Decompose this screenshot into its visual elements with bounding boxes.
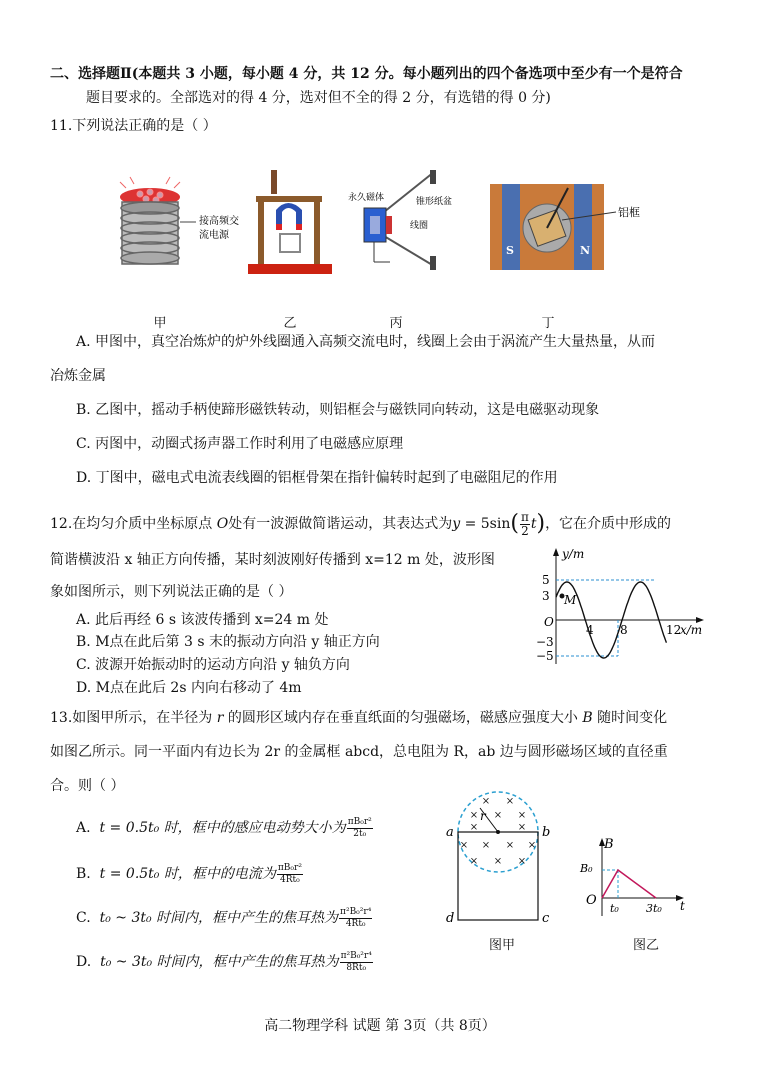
svg-text:×: × (517, 822, 527, 833)
svg-text:×: × (459, 840, 469, 851)
svg-text:×: × (517, 856, 527, 867)
x-tick-12: 12 (666, 623, 682, 637)
svg-text:c: c (542, 911, 550, 926)
svg-text:锥形纸盆: 锥形纸盆 (416, 197, 453, 207)
q12-line2: 简谐横波沿 x 轴正方向传播，某时刻波刚好传播到 x=12 m 处，波形图 (50, 552, 495, 568)
svg-text:永久磁体: 永久磁体 (348, 193, 385, 203)
q13-option-a: A. t = 0.5t₀ 时，框中的感应电动势大小为 $\frac{\text{πB₀r²}}{\text{2t₀}}$ (76, 816, 372, 839)
svg-text:流电源: 流电源 (199, 230, 229, 241)
svg-text:铝框: 铝框 (618, 206, 640, 219)
x-tick-8: 8 (620, 623, 628, 637)
q13-option-c: C. t₀ ~ 3t₀ 时间内，框中产生的焦耳热为 $\frac{\text{π²B₀²r⁴}}{\text{4Rt₀}}$ (76, 906, 372, 929)
svg-text:×: × (481, 796, 491, 807)
svg-text:×: × (505, 840, 515, 851)
svg-text:×: × (481, 840, 491, 851)
svg-text:×: × (493, 856, 503, 867)
q12-option-d: D. M点在此后 2s 内向右移动了 4m (76, 680, 302, 696)
q12-line3: 象如图所示，则下列说法正确的是（ ） (50, 584, 293, 600)
svg-text:d: d (446, 911, 455, 926)
svg-text:B₀: B₀ (580, 862, 593, 875)
q12-option-b: B. M点在此后第 3 s 末的振动方向沿 y 轴正方向 (76, 634, 380, 650)
coil-icon (386, 216, 392, 234)
b-t-graph-line (602, 870, 656, 898)
y-tick-5: 5 (542, 573, 550, 587)
q13-line1: 13.如图甲所示，在半径为 r 的圆形区域内存在垂直纸面的匀强磁场，磁感应强度大小 B 随时间变化 (50, 710, 668, 726)
q11-option-c: C. 丙图中，动圈式扬声器工作时利用了电磁感应原理 (76, 436, 404, 452)
svg-text:S: S (506, 244, 514, 257)
crank-handle-icon (271, 170, 277, 194)
q11-option-d: D. 丁图中，磁电式电流表线圈的铝框骨架在指针偏转时起到了电磁阻尼的作用 (76, 470, 558, 486)
q12-option-a: A. 此后再经 6 s 该波传播到 x=24 m 处 (76, 612, 329, 628)
svg-text:O: O (586, 893, 597, 908)
point-m-label: M (564, 593, 577, 607)
y-tick-neg3: −3 (536, 635, 554, 649)
svg-text:t₀: t₀ (610, 902, 619, 915)
metal-frame (458, 832, 538, 920)
svg-text:×: × (469, 856, 479, 867)
svg-text:线圈: 线圈 (410, 221, 429, 231)
svg-text:×: × (517, 810, 527, 821)
x-axis-label: x/m (680, 623, 703, 637)
aluminum-frame-icon (280, 234, 300, 252)
q11-caption-ding: 丁 (541, 316, 555, 331)
svg-text:3t₀: 3t₀ (646, 902, 662, 915)
q11-figure-jia (110, 172, 260, 302)
svg-text:×: × (505, 796, 515, 807)
svg-text:r: r (480, 809, 486, 823)
svg-text:b: b (542, 825, 551, 840)
q13-line2: 如图乙所示。同一平面内有边长为 2r 的金属框 abcd，总电阻为 R，ab 边与圆形磁场区域的直径重 (50, 744, 668, 760)
q13-option-d: D. t₀ ~ 3t₀ 时间内，框中产生的焦耳热为 $\frac{\text{π²B₀²r⁴}}{\text{8Rt₀}}$ (76, 950, 372, 973)
svg-text:a: a (446, 825, 454, 840)
svg-text:×: × (527, 840, 537, 851)
svg-text:×: × (469, 822, 479, 833)
y-axis-label: y/m (562, 547, 585, 561)
y-tick-neg5: −5 (536, 649, 554, 663)
q12-stem: 12.在均匀介质中坐标原点 O处有一波源做简谐运动，其表达式为y = 5sin( $\frac{\pi}{2}$ t)，它在介质中形成的 (50, 509, 672, 538)
q11-figure-ding (488, 184, 662, 272)
origin-label: O (544, 615, 554, 629)
q13-caption-jia: 图甲 (488, 938, 515, 953)
svg-text:t: t (680, 899, 685, 913)
page-footer: 高二物理学科 试题 第 3页（共 8页） (264, 1018, 496, 1034)
svg-text:×: × (493, 810, 503, 821)
svg-text:×: × (469, 810, 479, 821)
q13-option-b: B. t = 0.5t₀ 时，框中的电流为 $\frac{\text{πB₀r²}}{\text{4Rt₀}}$ (76, 862, 302, 885)
q13-caption-yi: 图乙 (632, 938, 659, 953)
q12-wave-graph (520, 546, 720, 668)
q11-option-a: A. 甲图中，真空冶炼炉的炉外线圈通入高频交流电时，线圈上会由于涡流产生大量热量，从而 (76, 334, 656, 350)
section-title-line2: 题目要求的。全部选对的得 4 分，选对但不全的得 2 分，有选错的得 0 分) (86, 90, 551, 106)
svg-text:N: N (580, 244, 591, 257)
q13-line3: 合。则（ ） (50, 778, 125, 794)
x-tick-4: 4 (586, 623, 594, 637)
q11-stem: 11.下列说法正确的是（ ） (50, 118, 217, 134)
section-title-line1: 二、选择题Ⅱ(本题共 3 小题，每小题 4 分，共 12 分。每小题列出的四个备选项中至少有一个是符合 (50, 66, 683, 82)
q12-option-c: C. 波源开始振动时的运动方向沿 y 轴负方向 (76, 657, 350, 673)
q11-option-b: B. 乙图中，摇动手柄使蹄形磁铁转动，则铝框会与磁铁同向转动，这是电磁驱动现象 (76, 402, 600, 418)
q13-figure-yi (578, 832, 688, 922)
q11-caption-bing: 丙 (389, 316, 403, 331)
q11-caption-jia: 甲 (153, 316, 167, 331)
q13-figure-jia (440, 790, 560, 950)
q11-figure-yi (248, 166, 332, 282)
svg-text:B: B (604, 837, 614, 852)
base-board-icon (248, 264, 332, 274)
q11-option-a-cont: 冶炼金属 (50, 368, 106, 384)
q11-figure-bing (344, 166, 453, 282)
q11-caption-yi: 乙 (283, 316, 297, 331)
y-tick-3: 3 (542, 589, 550, 603)
svg-text:接高频交: 接高频交 (199, 216, 239, 227)
